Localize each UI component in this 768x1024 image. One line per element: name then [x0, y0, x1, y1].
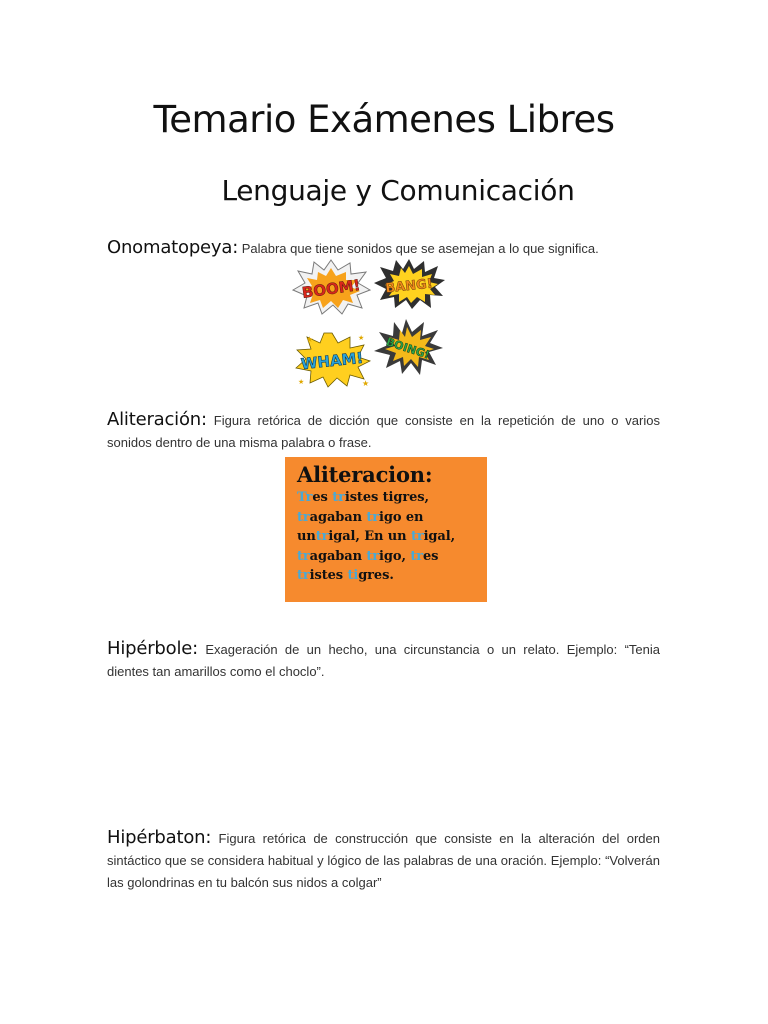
aliteracion-line [297, 547, 487, 567]
wham-text: WHAM! [300, 348, 365, 374]
highlighted-sound: tr [297, 568, 310, 583]
document-title: Temario Exámenes Libres [153, 98, 615, 141]
term-hiperbole: Hipérbole: [107, 638, 199, 659]
aliteracion-line [297, 527, 487, 547]
line-text: es [422, 548, 439, 564]
highlighted-sound: tr [366, 509, 380, 525]
aliteracion-line [297, 508, 487, 528]
line-text: istes tigres, [344, 490, 429, 505]
definition-onomatopeya: Palabra que tiene sonidos que se asemejan a lo que significa. [241, 241, 599, 256]
bang-text: BANG! [384, 276, 434, 297]
highlighted-sound: tr [410, 529, 424, 544]
highlighted-sound: tr [297, 548, 310, 564]
aliteracion-image-heading: Aliteracion: [297, 462, 433, 487]
svg-text:★: ★ [362, 379, 370, 388]
highlighted-sound: ti [347, 568, 359, 583]
aliteracion-image-text [297, 488, 487, 586]
aliteracion-line [297, 566, 487, 586]
highlighted-sound: tr [297, 509, 310, 525]
term-hiperbaton: Hipérbaton: [107, 827, 212, 848]
line-text: igal, En un [328, 529, 411, 544]
boom-sticker [290, 258, 372, 316]
bang-sticker [372, 258, 446, 310]
document-subtitle: Lenguaje y Comunicación [221, 174, 575, 207]
svg-text:★: ★ [358, 335, 365, 342]
definition-aliteracion: Figura retórica de dicción que consiste en la repetición de uno o varios sonidos dentro de una misma palabra o frase. [107, 413, 660, 450]
highlighted-sound: tr [315, 529, 329, 544]
term-onomatopeya: Onomatopeya: [107, 237, 239, 258]
line-text: igo, [379, 548, 411, 564]
highlighted-sound: tr [410, 548, 423, 564]
line-text: igal, [423, 529, 456, 544]
section-aliteracion [107, 409, 660, 454]
boing-text: BOING! [384, 335, 432, 362]
section-hiperbaton [107, 827, 660, 894]
boom-text: BOOM! [300, 275, 362, 302]
highlighted-sound: Tr [297, 490, 313, 505]
svg-text:★: ★ [298, 379, 305, 386]
term-aliteracion: Aliteración: [107, 409, 207, 430]
highlighted-sound: tr [366, 548, 380, 564]
line-text: igo en [379, 509, 424, 525]
line-text: istes [309, 568, 348, 583]
section-hiperbole [107, 638, 660, 683]
line-text: agaban [309, 509, 367, 525]
aliteracion-line [297, 488, 487, 508]
line-text: es [312, 490, 333, 505]
definition-hiperbole: Exageración de un hecho, una circunstancia o un relato. Ejemplo: “Tenia dientes tan amarillos como el choclo”. [107, 642, 660, 679]
highlighted-sound: tr [332, 490, 345, 505]
wham-sticker [292, 330, 372, 388]
line-text: gres. [358, 568, 394, 583]
svg-text:★: ★ [306, 335, 314, 344]
line-text: un [297, 529, 316, 544]
definition-hiperbaton: Figura retórica de construcción que consiste en la alteración del orden sintáctico que se considera habitual y lógico de las palabras de una oración. Ejemplo: “Volverán las golondrinas en tu balcón sus nidos a colgar” [107, 831, 660, 890]
section-onomatopeya [107, 237, 660, 260]
line-text: agaban [309, 548, 367, 564]
aliteracion-image [285, 457, 487, 602]
boing-sticker [372, 318, 444, 376]
